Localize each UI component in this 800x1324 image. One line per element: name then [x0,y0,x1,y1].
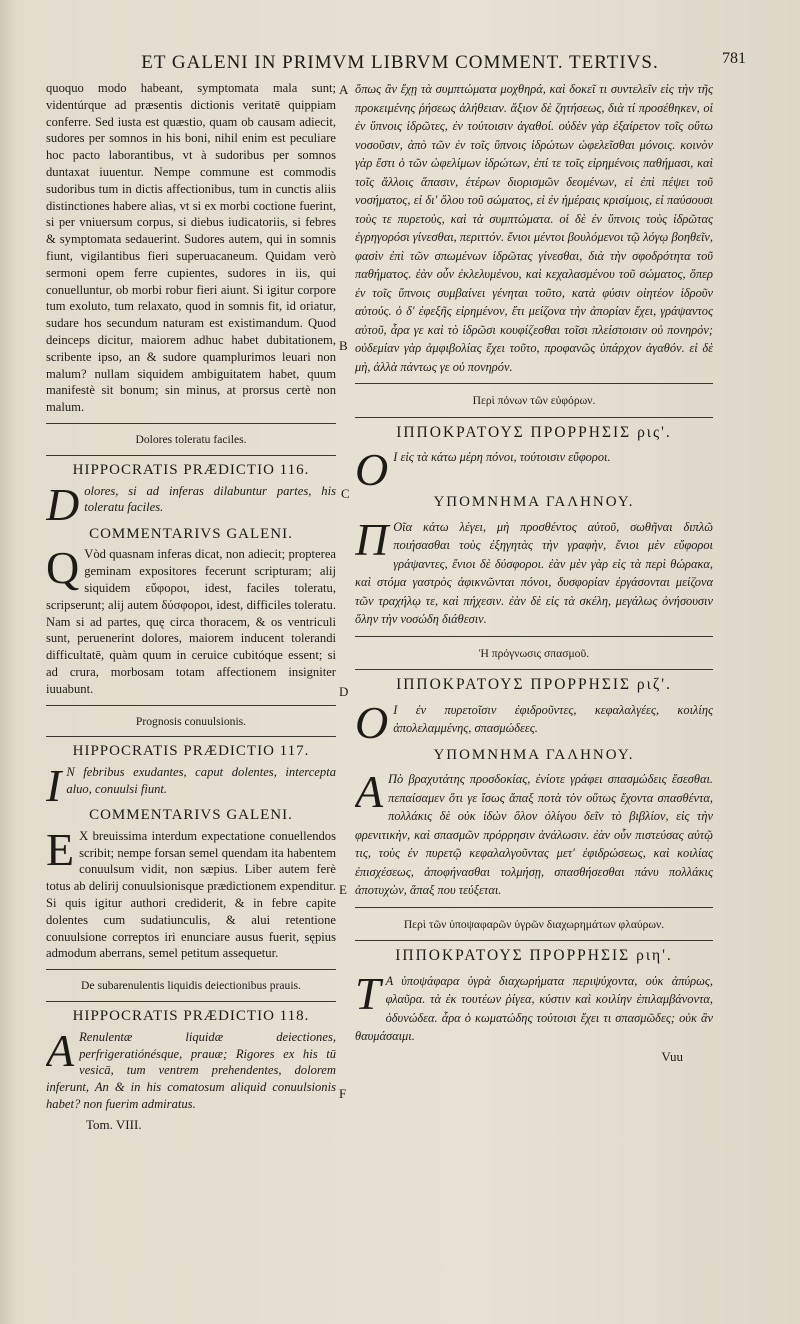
greek-aphorism-heading: ΙΠΠΟΚΡΑΤΟΥΣ ΠΡΟΡΡΗΣΙΣ ριη'. [395,947,673,964]
margin-letter-a: A [339,82,349,97]
greek-section-subtitle: Περὶ πόνων τῶν εὐφόρων. [472,394,596,407]
latin-commentary-heading: COMMENTARIVS GALENI. [89,807,293,824]
drop-cap: Τ [355,967,381,1019]
greek-aphorism-text: Τ Α ὑποψάφαρα ὑγρὰ διαχωρήματα περιψύχοντα, οὐκ ἀπύρως, φλαῦρα. τὰ ἐκ τουτέων ῥίγεα, κύστιν καὶ κοιλίην ἐπιλαμβάνοντα, ὀδυνώδεα. ἆρα ὁ κωματώδης τούτοισι ἔχει τι σπασμῶδες; οὐκ ἂν θαυμάσαιμι. [355,967,713,1043]
margin-letter-d: D [339,684,349,699]
drop-cap: Α [355,766,384,817]
greek-aphorism-text: O Ι εἰς τὰ κάτω μέρη πόνοι, τούτοισιν εὔφοροι. [355,444,611,495]
section-divider [355,636,713,637]
latin-commentary-text: Q Vòd quasnam inferas dicat, non adiecit; propterea geminam expositores fecerunt scripturam; alij siquidem εὔφοροι, idest, faciles toleratu, scripserunt; alij autem δύσφοροι, idest, difficiles toleratu. Nam si ad partes, quę circa thoracem, & os ventriculi sunt, peruenerint dolores, maiorem inducent tolerandi difficultatē, quàm quum in ceruice cubitóque essent; si ad crura, morbosam totam affectionem insigniter iuuabunt. [46,542,336,696]
section-divider [355,417,713,418]
drop-cap: O [355,444,389,495]
greek-aphorism-heading: ΙΠΠΟΚΡΑΤΟΥΣ ΠΡΟΡΡΗΣΙΣ ριζ'. [396,676,672,693]
volume-mark: Tom. VIII. [86,1116,142,1132]
drop-cap: D [46,478,80,530]
section-divider [46,1001,336,1002]
section-divider [46,455,336,456]
latin-section-subtitle: Dolores toleratu faciles. [135,432,247,446]
greek-section-subtitle: Ἡ πρόγνωσις σπασμοῦ. [478,646,590,660]
signature-mark: Vuu [661,1048,683,1064]
section-divider [355,383,713,384]
latin-column [46,80,336,1270]
margin-letter-c: C [341,486,350,501]
latin-intro-paragraph: quoquo modo habeant, symptomata mala sunt; videntúrque ad præsentis dictionis veritatē quippiam conferre. Sed iusta est quæstio, quam ob causam adiecit, sudores per somnos in his boni, nihil enim est peculiare hoc pacto laborantibus, vt à sudoribus per somnos duntaxat iuuentur. Nempe commune est commodis sudoribus tum in dictis affectionibus, tum in cunctis aliis distinctiones habere alias, vt si ex morbi coctione fuerint, si per vniuersum corpus, si diebus iudicatoriis, si febres & symptomata sedauerint. Sudores autem, qui in somnis fiunt, vigilantibus fieri superuacaneum. Quidam verò sermoni opem ferre cupientes, sudores in iis, qui conuelluntur, ob morbi robur fieri aiunt. Si igitur corpore tum exoluto, tum relaxato, quod in somnis fit, id oriatur, sudare hos secundum naturam est existimandum. Quod deinceps dicitur, maiorem adhuc habet dubitationem, scribente ipso, an & sudore quamplurimos leuari non malum? nullam siquidem ambiguitatem habet, quum manifestè sit bonum; sin minus, at prorsus certè non malum. [46,81,336,415]
latin-aphorism-text: A Renulentæ liquidæ deiectiones, perfrigeratiónésque, prauæ; Rigores ex his tū vesicā, tum ventrem prehendentes, dolorem inferunt, An & in his comatosum aliquid conuulsionis habet? non fuerim admiratus. [46,1024,336,1112]
drop-cap: A [46,1024,75,1076]
latin-aphorism-heading: HIPPOCRATIS PRÆDICTIO 116. [72,461,310,478]
section-divider [46,423,336,424]
greek-aphorism-text: O Ι ἐν πυρετοῖσιν ἐφιδροῦντες, κεφαλαλγέες, κοιλίης ἀπολελαμμένης, σπασμώδεες. [355,696,713,748]
page-number: 781 [722,50,746,67]
greek-commentary-heading: ΥΠΟΜΝΗΜΑ ΓΑΛΗΝΟΥ. [433,494,635,510]
section-divider [355,669,713,670]
drop-cap: Π [355,513,389,565]
latin-section-subtitle: Prognosis conuulsionis. [135,714,247,728]
drop-cap: E [46,823,75,875]
drop-cap: I [46,760,62,812]
latin-aphorism-text: I N febribus exudantes, caput dolentes, intercepta aluo, conuulsi fiunt. [46,760,336,812]
greek-aphorism-heading: ΙΠΠΟΚΡΑΤΟΥΣ ΠΡΟΡΡΗΣΙΣ ρις'. [396,423,672,441]
greek-commentary-heading: ΥΠΟΜΝΗΜΑ ΓΑΛΗΝΟΥ. [433,746,635,763]
latin-commentary-text: E X breuissima interdum expectatione conuellendos scribit; nempe forsan semel quendam ita habentem conuulsum vidit, non sæpius. Liber autem ferè totus ab delirij conuulsionisque prædictionem expenditur. Si quis igitur authori crediderit, & in febre capite dolentes cum sudatiunculis, & alui retentione conuulsione correptos iri enunciare ausus fuerit, sępius admodum aberrans, semel petitum assequetur. [46,823,336,961]
latin-aphorism-heading: HIPPOCRATIS PRÆDICTIO 118. [72,1008,310,1025]
greek-section-subtitle: Περὶ τῶν ὑποψαφαρῶν ὑγρῶν διαχωρημάτων φλαύρων. [403,917,665,931]
drop-cap: Q [46,542,80,594]
drop-cap: O [355,696,389,748]
margin-letter-b: B [339,338,348,353]
section-divider [355,907,713,908]
running-title: ET GALENI IN PRIMVM LIBRVM COMMENT. TERTIVS. [141,52,659,73]
latin-commentary-heading: COMMENTARIVS GALENI. [89,525,293,542]
greek-intro-paragraph: ὅπως ἂν ἔχῃ τὰ συμπτώματα μοχθηρά, καὶ δοκεῖ τι συντελεῖν εἰς τὴν τῆς προκειμένης ῥήσεως ἀλήθειαν. ἄξιον δὲ ζητήσεως, διὰ τί προσέθηκεν, οἱ ἐν ὕπνοις ἱδρῶτες, ἐν τούτοισιν ἀγαθοί. οὐδὲν γὰρ ἐξαίρετον τοῖς οὕτω νοσοῦσιν, ἀπὸ τῶν ἐν τοῖς ὕπνοις ἱδρώτων ὠφελεῖσθαι μόνοις. κοινὸν γὰρ ἔστι ὁ τῶν ὠφελίμων ἱδρώτων, ἐπί τε τοῖς εἰρημένοις παθήμασι, καὶ τοῖς ἄλλοις ἅπασιν, ἑτέρων διορισμῶν δεομένων, εἰ ἐπὶ πέψει τοῦ νοσήματος, εἰ δι' ὅλου τοῦ σώματος, εἰ ἐν ἡμέραις κρισίμοις, εἰ παύσουσι τοὺς τε πυρετοὺς, καὶ τὰ συμπτώματα. οἱ δὲ ἐν ὕπνοις τοὺς ἱδρῶτας ἐγρηγορόσι γίνεσθαι, περιττόν. ἔνιοι μέντοι βουλόμενοι τῷ λόγῳ βοηθεῖν, φασὶν ἐπὶ τῶν σπωμένων ἱδρῶτας γίνεσθαι, διὰ τὴν σφοδρότητα τοῦ παθήματος. ἐὰν οὖν ἐκλελυμένου, καὶ κεχαλασμένου τοῦ σώματος, ὅπερ ἐν τοῖς ὕπνοις συμβαίνει γένηται τοῦτο, κατὰ φύσιν οἰητέον ἱδροῦν αὐτούς. ὁ δ' ἐφεξῆς εἰρημένον, ἔτι μείζονα τὴν ἀπορίαν ἔχει, γράψαντος αὐτοῦ, ἆρα γε καὶ τὸ ἱδρῶσι κουφίζεσθαι τοῖσι πλείστοισιν οὐ πονηρόν; οὐδεμίαν γὰρ ἀμφιβολίας ἔχει τοῦτο, προφανῶς ὑπάρχον ἀγαθόν. εἰ δὲ μὴ, ἀλλὰ πάντως γε οὐ πονηρόν. [355,82,713,374]
greek-column [355,80,713,1250]
latin-section-subtitle: De subarenulentis liquidis deiectionibus prauis. [81,979,301,993]
section-divider [46,705,336,706]
latin-aphorism-text: Dolores, si ad inferas dilabuntur partes, his toleratu faciles. [46,478,336,530]
latin-aphorism-heading: HIPPOCRATIS PRÆDICTIO 117. [72,743,310,760]
section-divider [355,940,713,941]
margin-letter-f: F [339,1086,347,1101]
section-divider [46,736,336,737]
greek-commentary-text: Α Πὸ βραχυτάτης προσδοκίας, ἐνίοτε γράφει σπασμώδεις ἔσεσθαι. πεπαίσαμεν ὅτι γε ἴσως ἅπαξ ποτὰ τὸν οὕτως ἔχοντα σπασθέντα, πολλάκις δὲ οὐκ ἰδὼν ὅλον ὀλίγου δεῖν τὸ βιβλίον, εἰς τὴν φρενιτικὴν, καὶ σπασμῶν πρόρρησιν ἀνάλωσιν. ἐὰν οὖν πιστεύσας αὐτῷ τις, τοὺς ἐν πυρετῷ κεφαλαλγοῦντας μετ' ἐφιδρώσεως, καὶ κοιλίας ἐπισχέσεως, ἀποφήνασθαι τολμήσῃ, σπασθήσεσθαι πάνυ πολλάκις ἀποτυχὼν, ἅπαξ που τεύξεται. [355,766,713,897]
greek-commentary-text: Π Οῖα κάτω λέγει, μὴ προσθέντος αὐτοῦ, σωθῆναι διπλῶ ποιήσασθαι τοὺς ἐξηγητὰς τὴν γραφὴν, ἔνιοι μὲν εὔφοροι γράψαντες, ἔνιοι δὲ δύσφοροι. ἐὰν μὲν γὰρ εἰς τὰ περὶ θώρακα, καὶ στόμα γαστρὸς ἀφικνῶνται πόνοι, δυσφορίαν ἐργάσονται μείζονα τῶν τραχήλῳ τε, καὶ πήχεσιν. ἐὰν δὲ εἰς τὰ σκέλη, μεγάλως ὀνήσουσιν ὅλην τὴν νοσώδη διάθεσιν. [355,513,713,626]
section-divider [46,969,336,970]
margin-letter-e: E [339,882,347,897]
